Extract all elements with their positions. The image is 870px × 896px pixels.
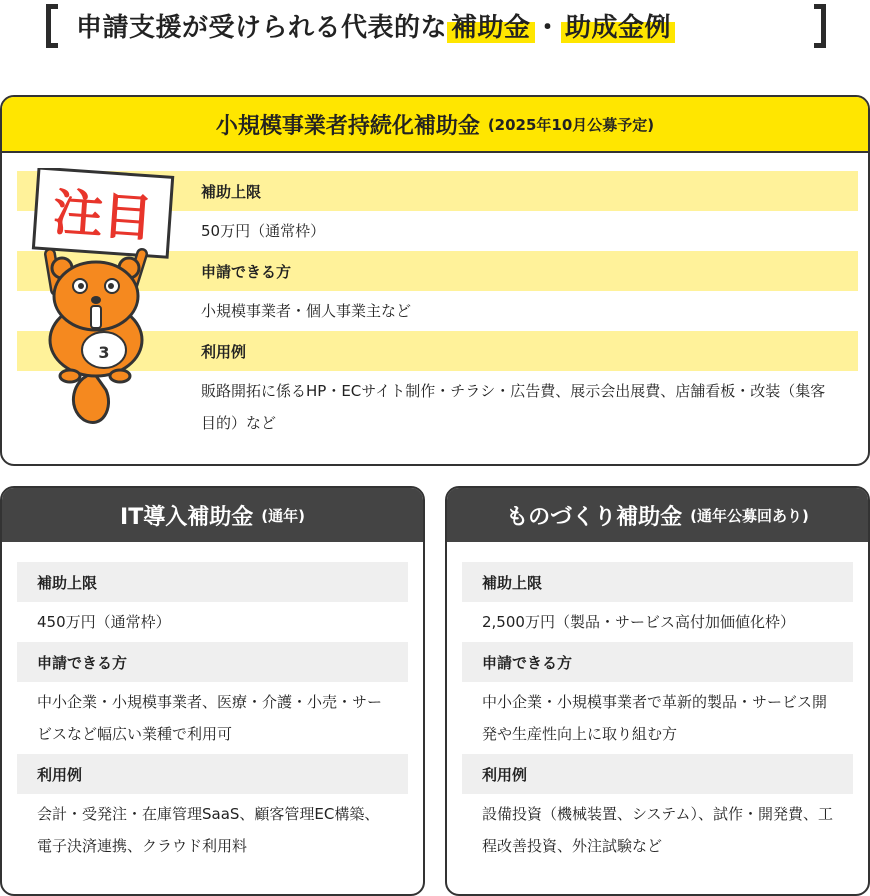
card-header [2, 488, 423, 542]
card-header [447, 488, 868, 542]
card-subtitle: (2025年10月公募予定) [487, 115, 655, 134]
info-rows [17, 562, 408, 866]
card-header [2, 97, 868, 153]
row-label-limit: 補助上限 [17, 562, 408, 602]
sign-badge-text: 注目 [50, 183, 155, 249]
right-bracket [814, 4, 826, 48]
heading-prefix: 申請支援が受けられる代表的な [76, 13, 448, 43]
card-title: 小規模事業者持続化補助金 [215, 113, 480, 139]
heading-highlight-subsidy: 補助金 [447, 13, 535, 43]
row-label-examples: 利用例 [462, 754, 853, 794]
row-label-eligible: 申請できる方 [17, 642, 408, 682]
row-label-limit: 補助上限 [17, 171, 858, 211]
row-label-examples: 利用例 [17, 331, 858, 371]
row-value-eligible: 中小企業・小規模事業者で革新的製品・サービス開発や生産性向上に取り組む方 [482, 693, 828, 743]
it-subsidy-card [0, 486, 425, 896]
monozukuri-subsidy-card [445, 486, 870, 896]
info-rows [462, 562, 853, 866]
left-bracket [46, 4, 58, 48]
card-subtitle: (通年公募回あり) [690, 506, 809, 525]
heading-separator: ・ [534, 13, 562, 43]
section-heading [46, 0, 826, 52]
row-value-eligible: 小規模事業者・個人事業主など [201, 302, 412, 320]
heading-text [76, 7, 675, 44]
row-value-limit: 50万円（通常枠） [201, 222, 326, 240]
mascot-squirrel-icon [14, 168, 194, 438]
row-label-examples: 利用例 [17, 754, 408, 794]
row-value-limit: 2,500万円（製品・サービス高付加価値化枠） [482, 613, 795, 631]
card-subtitle: (通年) [261, 506, 305, 525]
heading-highlight-grant: 助成金例 [561, 13, 675, 43]
svg-text:3: 3 [98, 343, 110, 362]
row-value-examples: 会計・受発注・在庫管理SaaS、顧客管理EC構築、電子決済連携、クラウド利用料 [37, 805, 380, 855]
row-label-limit: 補助上限 [462, 562, 853, 602]
row-label-eligible: 申請できる方 [462, 642, 853, 682]
row-value-examples: 設備投資（機械装置、システム）、試作・開発費、工程改善投資、外注試験など [482, 805, 834, 855]
row-label-eligible: 申請できる方 [17, 251, 858, 291]
card-title: IT導入補助金 [120, 504, 254, 530]
row-value-limit: 450万円（通常枠） [37, 613, 171, 631]
row-value-examples: 販路開拓に係るHP・ECサイト制作・チラシ・広告費、展示会出展費、店舗看板・改装（集客目的）など [201, 382, 826, 432]
row-value-eligible: 中小企業・小規模事業者、医療・介護・小売・サービスなど幅広い業種で利用可 [37, 693, 383, 743]
card-title: ものづくり補助金 [506, 504, 683, 530]
